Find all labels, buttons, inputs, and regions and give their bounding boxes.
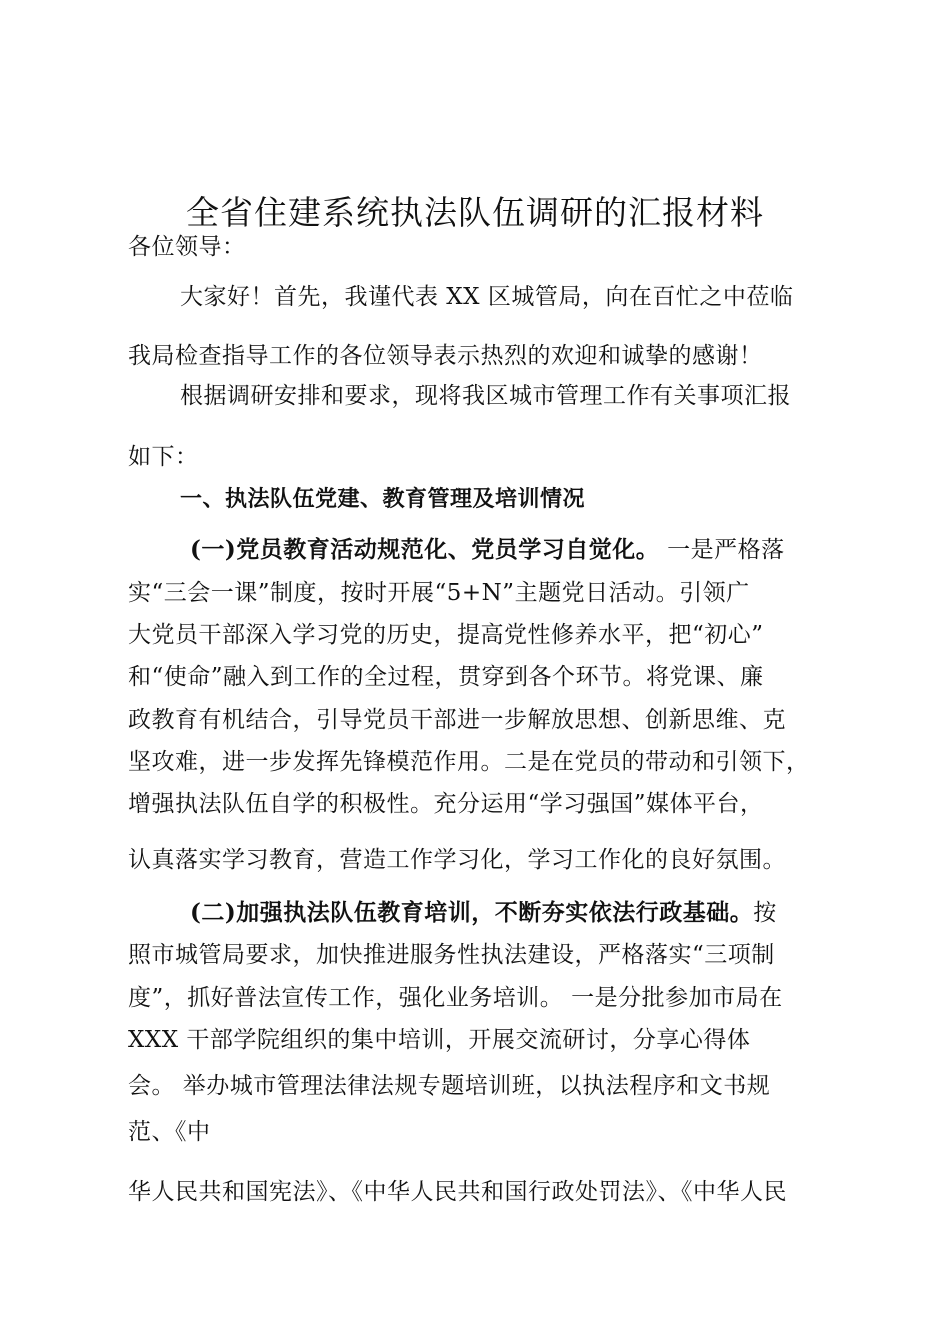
subsection-2-first-line-rest: 按 (753, 900, 777, 926)
subsection-1-line: 实“三会一课”制度，按时开展“5+N”主题党日活动。引领广 (128, 580, 750, 606)
salutation: 各位领导： (128, 234, 246, 260)
subsection-1-line: 大党员干部深入学习党的历史，提高党性修养水平，把“初心” (128, 622, 764, 648)
subsection-1-first-line-rest: 一是严格落 (659, 537, 785, 563)
subsection-1-line: 和“使命”融入到工作的全过程，贯穿到各个环节。将党课、廉 (128, 664, 764, 690)
document-title: 全省住建系统执法队伍调研的汇报材料 (186, 193, 764, 232)
subsection-2-line: 照市城管局要求，加快推进服务性执法建设，严格落实“三项制 (128, 942, 775, 968)
intro-line-2: 我局检查指导工作的各位领导表示热烈的欢迎和诚挚的感谢！ (128, 343, 763, 369)
subsection-2-line: 度”，抓好普法宣传工作，强化业务培训。 一是分批参加市局在 (128, 985, 783, 1011)
subsection-2-line: XXX 干部学院组织的集中培训，开展交流研讨，分享心得体 (128, 1027, 751, 1053)
subsection-1-line: 政教育有机结合，引导党员干部进一步解放思想、创新思维、克 (128, 707, 786, 733)
subsection-1-first-line (190, 535, 785, 565)
subsection-1-heading: (一)党员教育活动规范化、党员学习自觉化。 (190, 536, 660, 563)
subsection-2-line: 范、《中 (128, 1119, 211, 1145)
subsection-2-line: 会。 举办城市管理法律法规专题培训班，以执法程序和文书规 (128, 1073, 771, 1099)
intro-line-1: 大家好！首先，我谨代表 XX 区城管局，向在百忙之中莅临 (180, 284, 794, 310)
subsection-1-line: 增强执法队伍自学的积极性。充分运用“学习强国”媒体平台， (128, 791, 764, 817)
intro-line-4: 如下： (128, 444, 199, 470)
intro-line-3: 根据调研安排和要求，现将我区城市管理工作有关事项汇报 (180, 383, 791, 409)
subsection-2-first-line (190, 898, 777, 928)
subsection-2-heading: (二)加强执法队伍教育培训，不断夯实依法行政基础。 (190, 899, 754, 926)
section-1-heading: 一、执法队伍党建、教育管理及培训情况 (180, 487, 586, 512)
subsection-1-line: 认真落实学习教育，营造工作学习化，学习工作化的良好氛围。 (128, 847, 786, 873)
subsection-2-line: 华人民共和国宪法》、《中华人民共和国行政处罚法》、《中华人民 (128, 1179, 787, 1205)
subsection-1-line: 坚攻难，进一步发挥先锋模范作用。二是在党员的带动和引领下， (128, 749, 810, 775)
